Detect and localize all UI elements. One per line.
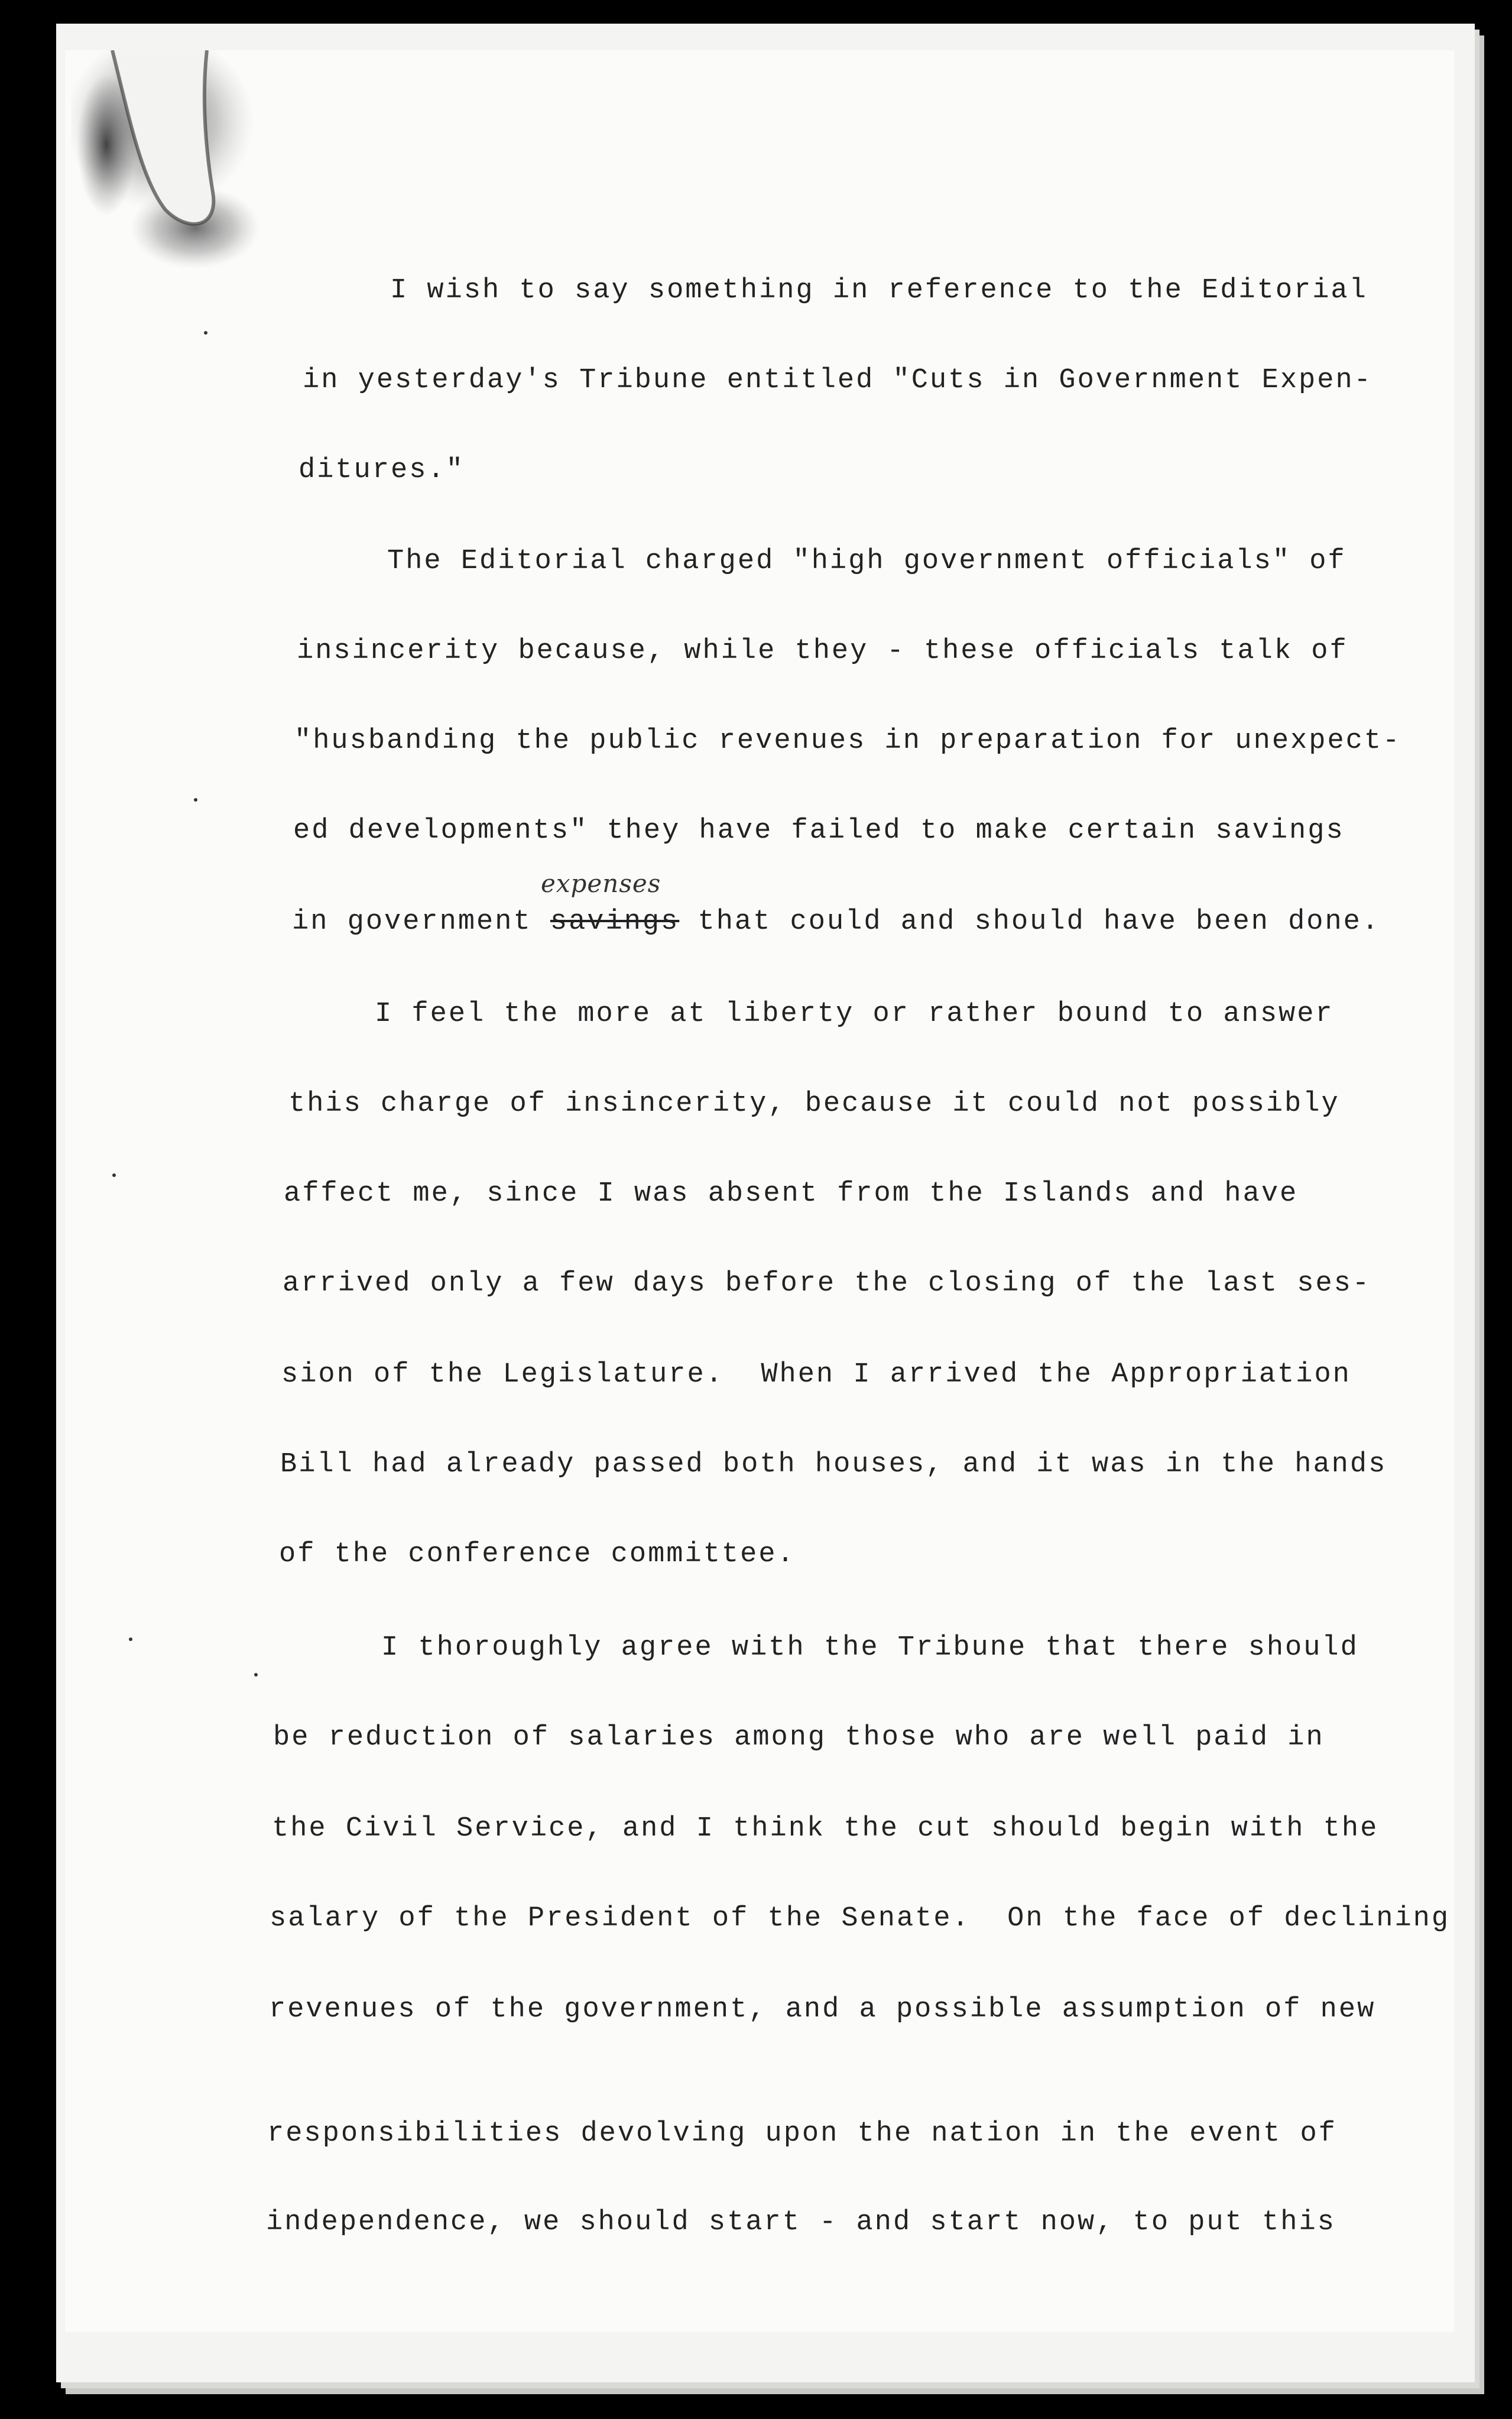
struck-word: savings [550,906,680,938]
paper-speck [112,1173,116,1177]
text-line: I feel the more at liberty or rather bound to answer [375,998,1334,1030]
text-line: The Editorial charged "high government officials" of [387,546,1346,577]
text-line: in yesterday's Tribune entitled "Cuts in Government Expen- [303,365,1373,396]
text-line: revenues of the government, and a possible assumption of new [269,1994,1376,2025]
text-line: ed developments" they have failed to make certain savings [293,815,1345,847]
handwritten-insertion: expenses [541,869,661,898]
text-segment: in government [292,906,550,938]
paper-speck [254,1673,258,1677]
paper-speck [204,331,207,335]
text-line: salary of the President of the Senate. On the face of declining [270,1903,1451,1934]
text-line: "husbanding the public revenues in preparation for unexpect- [294,725,1401,757]
text-line: be reduction of salaries among those who are well paid in [273,1722,1325,1753]
text-line: this charge of insincerity, because it could not possibly [288,1088,1340,1120]
text-line: insincerity because, while they - these officials talk of [297,635,1348,667]
text-line: I thoroughly agree with the Tribune that there should [381,1632,1359,1664]
text-line: sion of the Legislature. When I arrived the Appropriation [281,1359,1351,1390]
text-line: arrived only a few days before the closing of the last ses- [283,1268,1371,1299]
text-line: I wish to say something in reference to the Editorial [390,275,1368,306]
text-line: ditures." [298,455,465,486]
text-line-with-correction [292,904,1380,940]
text-line: of the conference committee. [279,1539,796,1570]
text-line: responsibilities devolving upon the nation in the event of [267,2118,1337,2149]
text-line: affect me, since I was absent from the Islands and have [284,1178,1299,1210]
paper-speck [194,798,197,802]
text-segment: that could and should have been done. [679,906,1381,938]
text-line: Bill had already passed both houses, and it was in the hands [280,1449,1387,1480]
text-line: the Civil Service, and I think the cut should begin with the [272,1813,1379,1844]
text-line: independence, we should start - and start now, to put this [266,2207,1336,2238]
paper-speck [129,1637,132,1641]
